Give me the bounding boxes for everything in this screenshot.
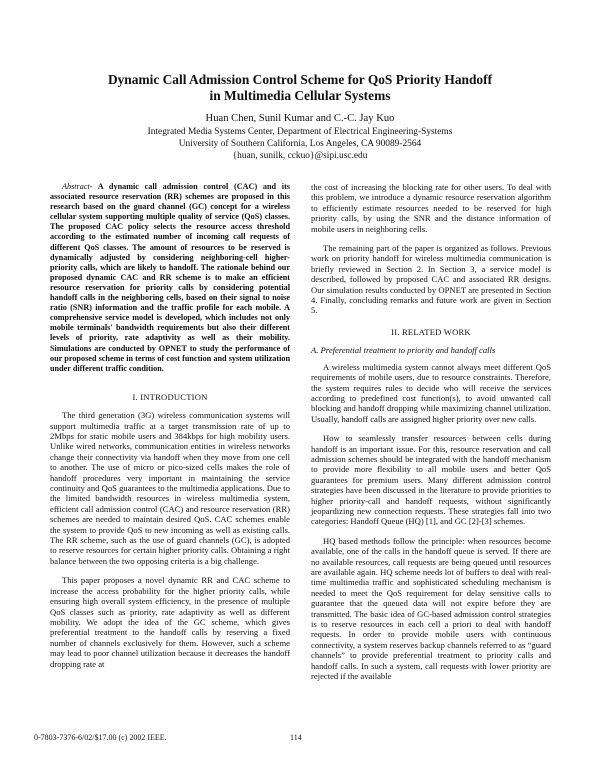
related-paragraph-1: A wireless multimedia system cannot always meet different QoS requirements of mobile users, due to resource constraints. Therefore, the system requires rules to decide who will receive the services according to predefined cost function(s), to avoid unwanted call blocking and handoff dropping while maximizing channel utilization. Usually, handoff calls are assigned higher priority over new calls. bbox=[311, 361, 551, 424]
title-line-1: Dynamic Call Admission Control Scheme for QoS Priority Handoff bbox=[107, 72, 493, 87]
copyright-footer: 0-7803-7376-6/02/$17.00 (c) 2002 IEEE. bbox=[34, 733, 167, 742]
right-column bbox=[311, 182, 551, 681]
right-paragraph-1: the cost of increasing the blocking rate for other users. To deal with this problem, we introduce a dynamic resource reservation algorithm to efficiently estimate resources needed to be reserved for high priority calls, by using the SNR and the distance information of mobile users in neighboring cells. bbox=[311, 182, 551, 234]
related-paragraph-2: How to seamlessly transfer resources between cells during handoff is an important issue. For this, resource reservation and call admission schemes should be integrated with the handoff mechanism to provide more flexibility to all mobile users and better QoS guarantees for premium users. Many different admission control strategies have been discussed in the literature to provide priorities to higher priority-call and handoff requests, without significantly jeopardizing new connection requests. These strategies fall into two categories: Handoff Queue (HQ) [1], and GC [2]-[3] schemes. bbox=[311, 433, 551, 527]
section-heading-introduction: I. INTRODUCTION bbox=[132, 391, 208, 402]
affiliation-line-1: Integrated Media Systems Center, Department of Electrical Engineering-Systems bbox=[147, 127, 453, 137]
section-heading-related-work: II. RELATED WORK bbox=[391, 326, 471, 337]
author-list: Huan Chen, Sunil Kumar and C.-C. Jay Kuo bbox=[205, 113, 395, 124]
abstract-label: Abstract bbox=[62, 182, 90, 191]
abstract-text: - A dynamic call admission control (CAC) and its associated resource reservation (RR) schemes are proposed in this research based on the guard channel (GC) concept for a wireless cellular system supporting multiple quality of service (QoS) classes. The proposed CAC policy selects the resource access threshold according to the estimated number of incoming call requests of different QoS classes. The amount of resources to be reserved is dynamically adjusted by considering neighboring-cell higher-priority calls, which are likely to handoff. The rationale behind our proposed dynamic CAC and RR scheme is to make an efficient resource reservation for priority calls by considering potential handoff calls in the neighboring cells, based on their signal to noise ratio (SNR) information and the traffic profile for each mobile. A comprehensive service model is developed, which includes not only mobile terminals' bandwidth requirements but also their different levels of priority, rate adaptivity as well as their mobility. Simulations are conducted by OPNET to study the performance of our proposed scheme in terms of cost function and system utilization under different traffic condition. bbox=[50, 182, 290, 373]
right-paragraph-2: The remaining part of the paper is organized as follows. Previous work on priority handoff for wireless multimedia communication is briefly reviewed in Section 2. In Section 3, a service model is described, followed by proposed CAC and associated RR designs. Our simulation results conducted by OPNET are presented in Section 4. Finally, concluding remarks and future work are given in Section 5. bbox=[311, 243, 551, 316]
author-emails: {huan, sunilk, cckuo}@sipi.usc.edu bbox=[232, 151, 368, 161]
page-number: 114 bbox=[290, 733, 302, 742]
title-line-2: in Multimedia Cellular Systems bbox=[209, 88, 391, 103]
intro-paragraph-1: The third generation (3G) wireless communication systems will support multimedia traffic at a target transmission rate of up to 2Mbps for static mobile users and 384kbps for high mobility users. Unlike wired networks, communication entities in wireless networks change their connectivity via handoff when they move from one cell to another. The use of micro or pico-sized cells makes the role of handoff procedures very important in maintaining the service continuity and QoS guarantees to the multimedia applications. Due to the limited bandwidth resources in wireless multimedia system, efficient call admission control (CAC) and resource reservation (RR) schemes are needed to maintain desired QoS. CAC schemes enable the system to provide QoS to new incoming as well as existing calls. The RR scheme, such as the use of guard channels (GC), is adopted to reserve resources for certain higher priority calls. Obtaining a right balance between the two opposing criteria is a big challenge. bbox=[50, 410, 290, 566]
affiliation-line-2: University of Southern California, Los Angeles, CA 90089-2564 bbox=[178, 139, 422, 149]
paper-title bbox=[40, 72, 560, 104]
intro-paragraph-2: This paper proposes a novel dynamic RR and CAC scheme to increase the access probability for the higher priority calls, while ensuring high overall system efficiency, in the presence of multiple QoS classes such as priority, rate adaptivity as well as different mobility. We adopt the idea of the GC scheme, which gives preferential treatment to the handoff calls by reserving a fixed number of channels exclusively for them. However, such a scheme may lead to poor channel utilization because it decreases the handoff dropping rate at bbox=[50, 575, 290, 669]
subsection-heading-a: A. Preferential treatment to priority and handoff calls bbox=[311, 345, 496, 356]
related-paragraph-3: HQ based methods follow the principle: when resources become available, one of the calls in the handoff queue is served. If there are no available resources, call requests are being queued until resources are available again. HQ scheme needs lot of buffers to deal with real-time multimedia traffic and sophisticated scheduling mechanism is needed to meet the QoS requirement for delay sensitive calls to guarantee that the queued data will not expire before they are transmitted. The basic idea of GC-based admission control strategies is to reserve resources in each cell a priori to deal with handoff requests. In order to provide mobile users with continuous connectivity, a system reserves backup channels referred to as “guard channels” to provide preferential treatment to priority calls and handoff calls. In such a system, call requests with lower priority are rejected if the available bbox=[311, 535, 551, 682]
left-column bbox=[50, 182, 290, 669]
abstract bbox=[50, 182, 290, 374]
